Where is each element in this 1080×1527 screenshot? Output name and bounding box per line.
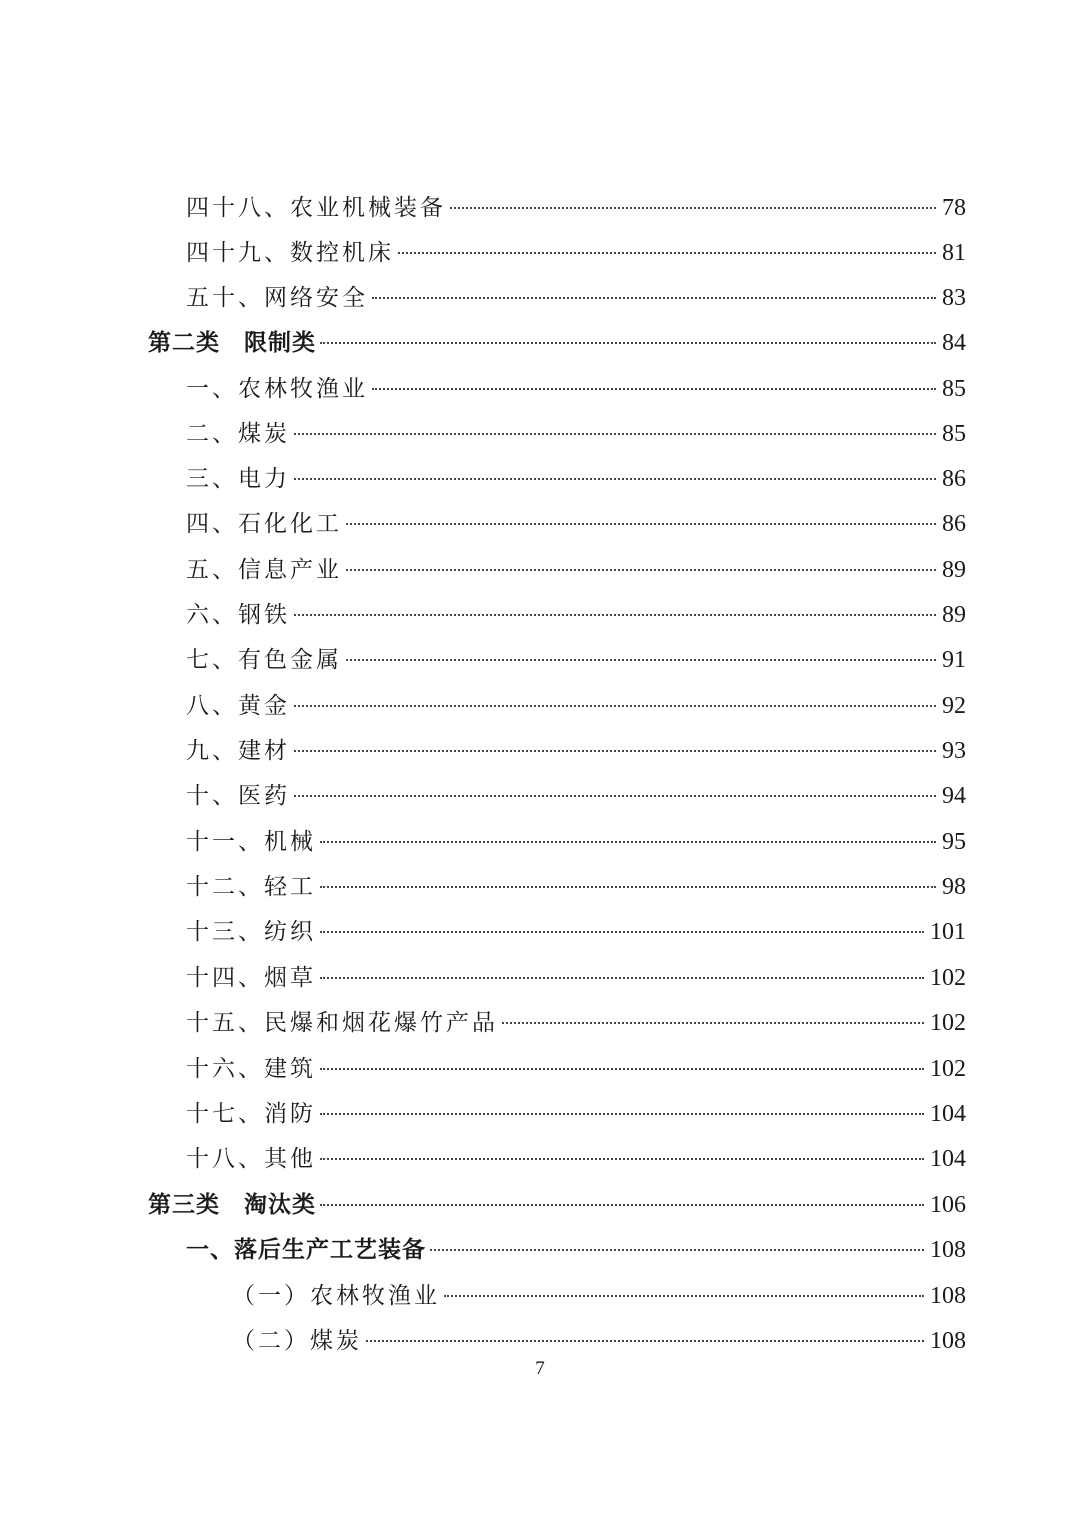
dot-leader <box>294 478 936 480</box>
toc-entry-page: 86 <box>942 466 966 492</box>
toc-entry-page: 102 <box>930 1056 966 1082</box>
toc-entry-page: 102 <box>930 965 966 991</box>
toc-entry-title: 一、落后生产工艺装备 <box>186 1236 426 1263</box>
toc-entry-page: 86 <box>942 511 966 537</box>
toc-entry-title: （二）煤炭 <box>232 1328 362 1354</box>
toc-entry-page: 92 <box>942 693 966 719</box>
toc-entry-page: 108 <box>930 1283 966 1309</box>
toc-entry-page: 93 <box>942 738 966 764</box>
toc-entry[interactable] <box>186 191 966 225</box>
toc-entry-title: 十七、消防 <box>186 1101 316 1127</box>
dot-leader <box>294 614 936 616</box>
toc-entry[interactable] <box>186 281 966 315</box>
toc-entry-page: 85 <box>942 421 966 447</box>
toc-entry-title: 八、黄金 <box>186 693 290 719</box>
toc-entry[interactable] <box>186 734 966 768</box>
dot-leader <box>502 1022 924 1024</box>
dot-leader <box>398 252 936 254</box>
toc-entry[interactable] <box>186 689 966 723</box>
toc-entry[interactable] <box>186 507 966 541</box>
toc-entry-page: 95 <box>942 829 966 855</box>
toc-entry[interactable] <box>186 417 966 451</box>
toc-entry[interactable] <box>186 643 966 677</box>
toc-section-heading[interactable] <box>148 1188 966 1222</box>
dot-leader <box>444 1295 924 1297</box>
toc-entry[interactable] <box>186 1097 966 1131</box>
dot-leader <box>346 523 936 525</box>
toc-entry[interactable] <box>186 1233 966 1267</box>
toc-entry-page: 89 <box>942 602 966 628</box>
toc-entry-title: 十五、民爆和烟花爆竹产品 <box>186 1010 498 1036</box>
dot-leader <box>430 1249 924 1251</box>
dot-leader <box>372 388 936 390</box>
toc-entry-title: 六、钢铁 <box>186 602 290 628</box>
toc-entry-page: 78 <box>942 195 966 221</box>
toc-entry-page: 108 <box>930 1328 966 1354</box>
toc-entry-page: 102 <box>930 1010 966 1036</box>
toc-entry-title: 十三、纺织 <box>186 919 316 945</box>
dot-leader <box>450 207 936 209</box>
toc-entry-page: 84 <box>942 330 966 356</box>
toc-entry-title: 四、石化化工 <box>186 511 342 537</box>
dot-leader <box>372 297 936 299</box>
toc-entry-title: 十四、烟草 <box>186 965 316 991</box>
toc-entry[interactable] <box>232 1279 966 1313</box>
toc-entry-page: 98 <box>942 874 966 900</box>
toc-entry-title: 十八、其他 <box>186 1146 316 1172</box>
toc-entry[interactable] <box>186 462 966 496</box>
dot-leader <box>294 795 936 797</box>
toc-entry-page: 89 <box>942 557 966 583</box>
toc-entry-title: 十六、建筑 <box>186 1056 316 1082</box>
toc-entry[interactable] <box>232 1324 966 1358</box>
toc-entry-page: 91 <box>942 647 966 673</box>
toc-entry[interactable] <box>186 1052 966 1086</box>
toc-entry[interactable] <box>186 870 966 904</box>
dot-leader <box>366 1340 924 1342</box>
toc-entry[interactable] <box>186 1006 966 1040</box>
toc-entry[interactable] <box>186 961 966 995</box>
toc-entry-page: 101 <box>930 919 966 945</box>
toc-entry[interactable] <box>186 1142 966 1176</box>
toc-entry-title: 三、电力 <box>186 466 290 492</box>
toc-entry-title: （一）农林牧渔业 <box>232 1283 440 1309</box>
toc-entry-title: 一、农林牧渔业 <box>186 376 368 402</box>
toc-entry[interactable] <box>186 553 966 587</box>
dot-leader <box>294 433 936 435</box>
dot-leader <box>294 705 936 707</box>
toc-entry-title: 五十、网络安全 <box>186 285 368 311</box>
toc-entry-title: 五、信息产业 <box>186 557 342 583</box>
toc-entry-title: 十二、轻工 <box>186 874 316 900</box>
dot-leader <box>320 1068 924 1070</box>
toc-entry-page: 104 <box>930 1101 966 1127</box>
dot-leader <box>320 1204 924 1206</box>
toc-entry-title: 四十九、数控机床 <box>186 240 394 266</box>
toc-section-heading[interactable] <box>148 326 966 360</box>
dot-leader <box>346 569 936 571</box>
dot-leader <box>320 977 924 979</box>
toc-entry-title: 十一、机械 <box>186 829 316 855</box>
toc-entry[interactable] <box>186 236 966 270</box>
toc-entry[interactable] <box>186 372 966 406</box>
toc-entry-page: 81 <box>942 240 966 266</box>
toc-entry-title: 第二类 限制类 <box>148 330 316 356</box>
toc-entry-title: 第三类 淘汰类 <box>148 1192 316 1218</box>
toc-entry[interactable] <box>186 598 966 632</box>
toc-entry-page: 85 <box>942 376 966 402</box>
toc-entry[interactable] <box>186 779 966 813</box>
toc-entry-page: 106 <box>930 1192 966 1218</box>
toc-entry-page: 104 <box>930 1146 966 1172</box>
toc-entry[interactable] <box>186 825 966 859</box>
dot-leader <box>320 1158 924 1160</box>
dot-leader <box>320 1113 924 1115</box>
toc-entry-title: 二、煤炭 <box>186 421 290 447</box>
dot-leader <box>320 931 924 933</box>
toc-entry-page: 94 <box>942 783 966 809</box>
page-number: 7 <box>535 1358 545 1379</box>
dot-leader <box>294 750 936 752</box>
toc-entry-page: 108 <box>930 1237 966 1263</box>
toc-entry-title: 四十八、农业机械装备 <box>186 195 446 221</box>
dot-leader <box>320 841 936 843</box>
toc-entry-page: 83 <box>942 285 966 311</box>
toc-entry-title: 十、医药 <box>186 783 290 809</box>
dot-leader <box>346 659 936 661</box>
toc-entry-title: 七、有色金属 <box>186 647 342 673</box>
toc-entry[interactable] <box>186 915 966 949</box>
toc-entry-title: 九、建材 <box>186 738 290 764</box>
dot-leader <box>320 342 936 344</box>
dot-leader <box>320 886 936 888</box>
